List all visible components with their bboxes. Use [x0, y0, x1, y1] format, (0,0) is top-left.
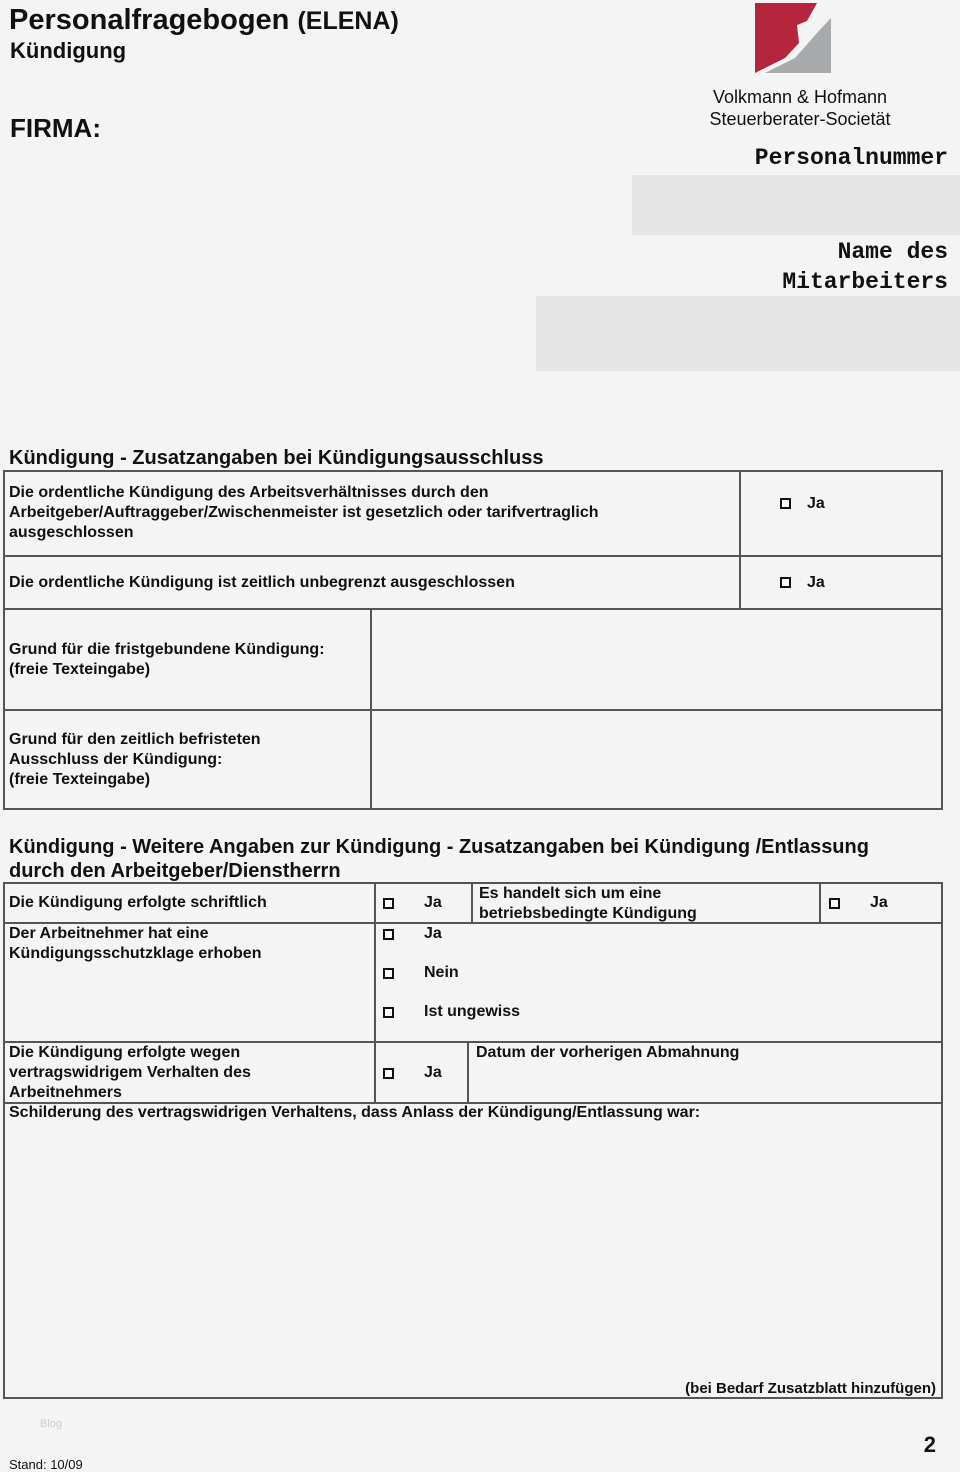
checkbox-verhalten-ja[interactable]: [383, 1068, 394, 1079]
table-border: [941, 470, 943, 810]
table-border: [370, 608, 372, 810]
table-border: [467, 1041, 469, 1103]
option-label: Nein: [424, 964, 459, 981]
abmahnung-date-field[interactable]: [470, 1065, 940, 1101]
label-line: Der Arbeitnehmer hat eine: [9, 925, 209, 942]
form-subtitle: Kündigung: [10, 38, 127, 63]
stand-date: Stand: 10/09: [9, 1457, 83, 1472]
label-line: Arbeitnehmers: [9, 1084, 122, 1101]
label-schilderung: Schilderung des vertragswidrigen Verhaltens, dass Anlass der Kündigung/Entlassung war:: [9, 1104, 701, 1121]
table-border: [739, 470, 741, 610]
table-border: [819, 882, 821, 923]
table-border: [3, 555, 943, 557]
label-klage: [9, 924, 261, 964]
table-border: [941, 882, 943, 1399]
table-border: [3, 470, 943, 472]
label-line: Es handelt sich um eine: [479, 885, 662, 902]
table-border: [3, 709, 943, 711]
form-title-suffix: (ELENA): [297, 7, 399, 35]
option-label: Ja: [870, 894, 888, 911]
checkbox-gesetzlich-ja[interactable]: [780, 498, 791, 509]
form-title-text: Personalfragebogen: [9, 4, 290, 36]
checkbox-betriebsbedingt-ja[interactable]: [829, 898, 840, 909]
table-border: [471, 882, 473, 923]
label-schriftlich: Die Kündigung erfolgte schriftlich: [9, 894, 267, 911]
option-label: Ja: [807, 495, 825, 512]
zusatzblatt-note: (bei Bedarf Zusatzblatt hinzufügen): [685, 1380, 936, 1397]
label-line: betriebsbedingte Kündigung: [479, 905, 697, 922]
row-label-line: Grund für die fristgebundene Kündigung:: [9, 641, 325, 658]
row-label-line: (freie Texteingabe): [9, 661, 151, 678]
option-label: Ja: [424, 1064, 442, 1081]
name-label-line: Mitarbeiters: [782, 269, 948, 295]
page-number: 2: [923, 1432, 936, 1457]
grund-fristgebunden-field[interactable]: [373, 611, 940, 708]
firma-label: FIRMA:: [10, 113, 101, 143]
checkbox-unbegrenzt-ja[interactable]: [780, 577, 791, 588]
row-label-line: Arbeitgeber/Auftraggeber/Zwischenmeister ist gesetzlich oder tarifvertraglich: [9, 504, 599, 521]
option-label: Ist ungewiss: [424, 1003, 521, 1020]
label-line: Die Kündigung erfolgte wegen: [9, 1044, 241, 1061]
row-label-line: (freie Texteingabe): [9, 771, 151, 788]
label-verhalten: [9, 1043, 251, 1103]
label-grund-fristgebunden: [9, 640, 325, 680]
name-field[interactable]: [536, 296, 960, 371]
table-border: [3, 608, 943, 610]
table-border: [3, 470, 5, 810]
personalnummer-label: Personalnummer: [754, 145, 948, 171]
personalnummer-field[interactable]: [632, 175, 960, 235]
table-border: [3, 882, 943, 884]
company-name: [700, 86, 900, 130]
row-unbegrenzt: Die ordentliche Kündigung ist zeitlich unbegrenzt ausgeschlossen: [9, 574, 515, 591]
option-label: Ja: [424, 925, 442, 942]
option-label: Ja: [424, 894, 442, 911]
watermark: Blog: [40, 1418, 63, 1430]
row-gesetzlich-ausgeschlossen: [9, 483, 599, 543]
row-label-line: Ausschluss der Kündigung:: [9, 751, 223, 768]
row-label-line: Grund für den zeitlich befristeten: [9, 731, 261, 748]
option-label: Ja: [807, 574, 825, 591]
row-label-line: ausgeschlossen: [9, 524, 134, 541]
table-border: [374, 882, 376, 1103]
section1-heading: Kündigung - Zusatzangaben bei Kündigungsausschluss: [9, 447, 544, 469]
section2-heading: [9, 835, 869, 883]
company-name-line: Steuerberater-Societät: [709, 109, 891, 129]
schilderung-field[interactable]: [6, 1125, 940, 1375]
label-grund-befristet: [9, 730, 261, 790]
checkbox-klage-ja[interactable]: [383, 929, 394, 940]
grund-befristet-field[interactable]: [373, 712, 940, 808]
checkbox-klage-ungewiss[interactable]: [383, 1007, 394, 1018]
label-abmahnung: Datum der vorherigen Abmahnung: [476, 1044, 740, 1061]
row-label-line: Die ordentliche Kündigung des Arbeitsverhältnisses durch den: [9, 484, 489, 501]
section2-heading-line: Kündigung - Weitere Angaben zur Kündigung - Zusatzangaben bei Kündigung /Entlassung: [9, 836, 869, 858]
section2-heading-line: durch den Arbeitgeber/Dienstherrn: [9, 860, 341, 882]
name-label: [782, 237, 948, 297]
form-title: [9, 4, 399, 37]
label-line: Kündigungsschutzklage erhoben: [9, 945, 262, 962]
checkbox-klage-nein[interactable]: [383, 968, 394, 979]
table-border: [3, 1397, 943, 1399]
company-name-line: Volkmann & Hofmann: [712, 87, 888, 107]
checkbox-schriftlich-ja[interactable]: [383, 898, 394, 909]
label-betriebsbedingt: [479, 884, 697, 924]
label-line: vertragswidrigem Verhalten des: [9, 1064, 251, 1081]
company-logo: [755, 3, 832, 73]
table-border: [3, 882, 5, 1399]
table-border: [3, 808, 943, 810]
name-label-line: Name des: [837, 239, 948, 265]
